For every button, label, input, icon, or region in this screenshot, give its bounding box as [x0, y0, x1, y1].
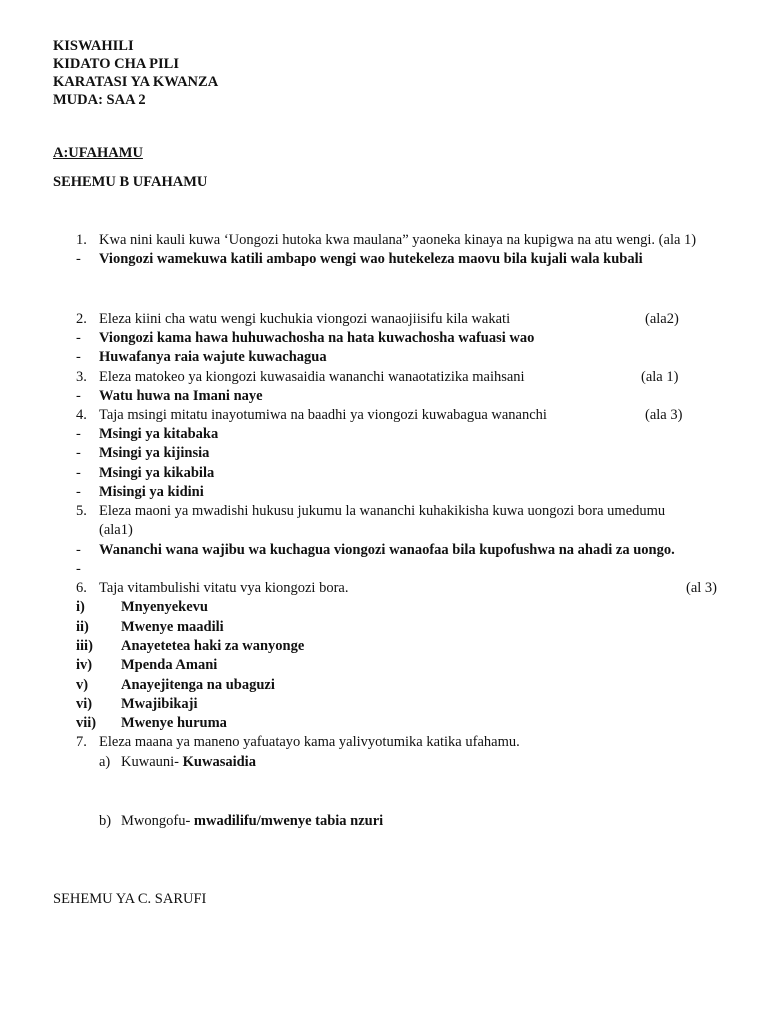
answer-bullet: -	[76, 388, 81, 404]
question-text: Eleza matokeo ya kiongozi kuwasaidia wananchi wanaotatizika maihsani	[99, 369, 525, 385]
answer-bullet: -	[76, 330, 81, 346]
answer-bullet: -	[76, 426, 81, 442]
question-number: 6.	[76, 580, 87, 596]
answer-bullet: -	[76, 251, 81, 267]
answer-text: Mnyenyekevu	[121, 599, 208, 615]
answer-text: Mwajibikaji	[121, 696, 198, 712]
question-number: 5.	[76, 503, 87, 519]
question-marks: (ala2)	[645, 311, 679, 327]
answer-text: Anayejitenga na ubaguzi	[121, 677, 275, 693]
answer-text: Wananchi wana wajibu wa kuchagua viongozi wanaofaa bila kupofushwa na ahadi za uongo.	[99, 542, 675, 558]
question-number: 1.	[76, 232, 87, 248]
header-paper: KARATASI YA KWANZA	[53, 74, 219, 90]
answer-bullet: iii)	[76, 638, 93, 654]
question-text: Taja msingi mitatu inayotumiwa na baadhi ya viongozi kuwabagua wananchi	[99, 407, 547, 423]
answer-text: Mpenda Amani	[121, 657, 218, 673]
part-answer: Kuwasaidia	[182, 754, 256, 770]
answer-text: Mwenye maadili	[121, 619, 224, 635]
answer-bullet: vii)	[76, 715, 97, 731]
question-text: Taja vitambulishi vitatu vya kiongozi bora.	[99, 580, 349, 596]
part-label: b)	[99, 813, 112, 829]
question-number: 7.	[76, 734, 87, 750]
part-line	[121, 812, 383, 831]
answer-text: Msingi ya kijinsia	[99, 445, 210, 461]
question-text: Kwa nini kauli kuwa ‘Uongozi hutoka kwa maulana” yaoneka kinaya na kupigwa na atu wengi. (ala 1)	[99, 232, 697, 248]
answer-bullet: -	[76, 465, 81, 481]
answer-bullet: vi)	[76, 696, 93, 712]
part-label: a)	[99, 754, 111, 770]
answer-text: Msingi ya kikabila	[99, 465, 215, 481]
answer-text: Viongozi wamekuwa katili ambapo wengi wao hutekeleza maovu bila kujali wala kubali	[99, 251, 643, 267]
section-c-heading: SEHEMU YA C. SARUFI	[53, 891, 207, 907]
section-b-heading: SEHEMU B UFAHAMU	[53, 174, 208, 190]
answer-text: Watu huwa na Imani naye	[99, 388, 263, 404]
question-marks: (al 3)	[686, 580, 717, 596]
part-word: Mwongofu-	[121, 813, 194, 829]
question-number: 3.	[76, 369, 87, 385]
answer-bullet: -	[76, 445, 81, 461]
header-subject: KISWAHILI	[53, 38, 134, 54]
answer-bullet: -	[76, 349, 81, 365]
question-text: Eleza maana ya maneno yafuatayo kama yalivyotumika katika ufahamu.	[99, 734, 520, 750]
part-answer: mwadilifu/mwenye tabia nzuri	[193, 813, 384, 829]
answer-text: Misingi ya kidini	[99, 484, 204, 500]
answer-bullet: iv)	[76, 657, 93, 673]
answer-bullet: -	[76, 542, 81, 558]
question-text: Eleza kiini cha watu wengi kuchukia viongozi wanaojiisifu kila wakati	[99, 311, 511, 327]
header-form: KIDATO CHA PILI	[53, 56, 179, 72]
answer-bullet: -	[76, 561, 81, 577]
part-line	[121, 753, 256, 772]
question-number: 2.	[76, 311, 87, 327]
section-a-heading: A:UFAHAMU	[53, 145, 143, 161]
answer-text: Mwenye huruma	[121, 715, 227, 731]
answer-bullet: ii)	[76, 619, 89, 635]
question-number: 4.	[76, 407, 87, 423]
question-marks: (ala1)	[99, 522, 133, 538]
header-time: MUDA: SAA 2	[53, 92, 146, 108]
question-text: Eleza maoni ya mwadishi hukusu jukumu la wananchi kuhakikisha kuwa uongozi bora umedumu	[99, 503, 666, 519]
question-marks: (ala 1)	[641, 369, 679, 385]
answer-text: Huwafanya raia wajute kuwachagua	[99, 349, 327, 365]
part-word: Kuwauni-	[121, 754, 183, 770]
answer-bullet: i)	[76, 599, 85, 615]
answer-bullet: -	[76, 484, 81, 500]
answer-text: Viongozi kama hawa huhuwachosha na hata kuwachosha wafuasi wao	[99, 330, 535, 346]
answer-bullet: v)	[76, 677, 89, 693]
question-marks: (ala 3)	[645, 407, 683, 423]
answer-text: Msingi ya kitabaka	[99, 426, 219, 442]
answer-text: Anayetetea haki za wanyonge	[121, 638, 305, 654]
